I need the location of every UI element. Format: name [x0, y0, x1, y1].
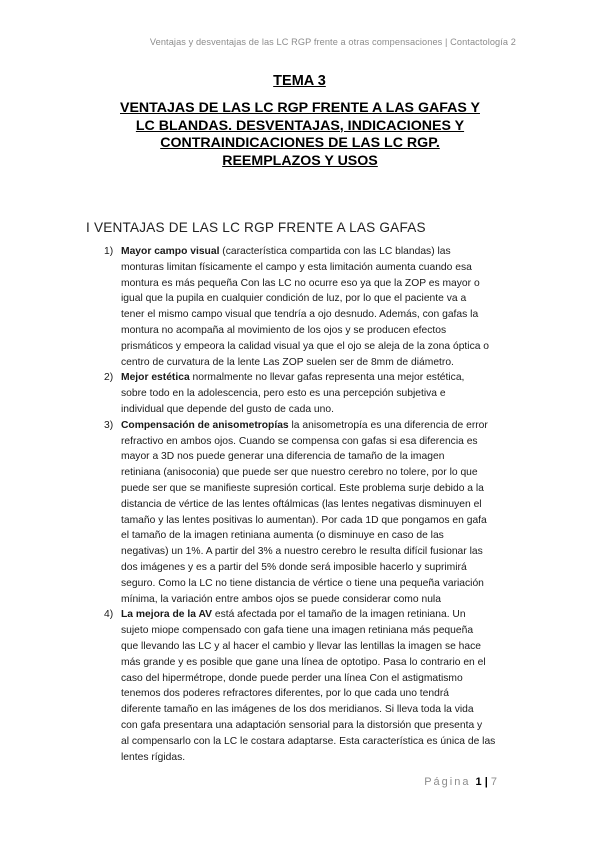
list-item-line: mínima, la variación entre ambos ojos se puede considerar como nula	[121, 593, 441, 605]
list-item-term: La mejora de la AV	[121, 609, 212, 621]
title-line: LC BLANDAS. DESVENTAJAS, INDICACIONES Y	[135, 117, 465, 134]
list-item-line: negativas) un 1%. A partir del 3% a nuestro cerebro le resulta difícil fusionar las	[121, 546, 483, 558]
list-item-line: centro de curvatura de la lente Las ZOP suelen ser de 8mm de diámetro.	[121, 356, 454, 368]
list-item-line: montura es más pequeña Con las LC no ocurre eso ya que la ZOP es mayor o	[121, 277, 480, 289]
list-item-line: con gafa presentara una adaptación sensorial para la distorsión que presenta y	[121, 719, 483, 731]
list-item-text: está afectada por el tamaño de la imagen retiniana. Un	[212, 609, 466, 621]
list-item-line: sobre todo en la adolescencia, pero esto es una percepción subjetiva e	[121, 388, 446, 400]
list-item-line: dos imágenes y es a partir del 5% donde será imposible hacerlo y suprimirá	[121, 561, 467, 573]
list-item-text: (característica compartida con las LC blandas) las	[219, 246, 451, 257]
numbered-list	[104, 244, 520, 765]
list-item-line: retiniana (anisoconia) que puede ser que nuestro cerebro no tolere, por lo que	[121, 467, 478, 479]
list-item-text: normalmente no llevar gafas representa una mejor estética,	[189, 372, 465, 384]
list-item-line: individual que depende del gusto de cada uno.	[121, 403, 334, 415]
list-item-first-line	[121, 607, 520, 623]
list-item-line: que llevando las LC y al hacer el cambio y llevar las lentillas la imagen se hace	[121, 640, 482, 652]
title-line: REEMPLAZOS Y USOS	[222, 152, 378, 169]
footer-page-number: 1	[475, 776, 482, 788]
list-item-term: Mejor estética	[121, 372, 190, 384]
list-item-line: tamaño y las lentes positivas lo aumentan). Por cada 1D que pongamos en gafa	[121, 514, 487, 526]
section-heading: I VENTAJAS DE LAS LC RGP FRENTE A LAS GAFAS	[86, 220, 426, 235]
list-item-number: 4)	[104, 609, 114, 621]
list-item-text: la anisometropía es una diferencia de error	[288, 419, 488, 431]
page-title	[86, 100, 514, 170]
footer-page-label: Página	[424, 776, 471, 788]
title-line: CONTRAINDICACIONES DE LAS LC RGP.	[160, 135, 440, 152]
footer-page-total: 7	[490, 776, 499, 788]
list-item-line: puede ser que se manifieste supresión cortical. Este problema surje debido a la	[121, 482, 484, 494]
footer-separator: |	[481, 776, 491, 788]
list-item	[104, 418, 520, 608]
list-item-line: tenemos dos poderes refractores diferentes, por lo que cada uno tendrá	[121, 688, 449, 700]
running-header: Ventajas y desventajas de las LC RGP frente a otras compensaciones | Contactología 2	[149, 37, 516, 47]
list-item-line: el tamaño de la imagen retiniana aumenta (o disminuye en caso de las	[121, 530, 444, 542]
list-item-first-line	[121, 418, 520, 434]
list-item-line: diferente tamaño en las imágenes de los dos meridianos. Si lleva toda la vida	[121, 704, 474, 716]
list-item-line: refractivo en ambos ojos. Cuando se compensa con gafas si esa diferencia es	[121, 435, 478, 447]
list-item-line: igual que la pupila en cualquier condición de luz, por lo que el paciente va a	[121, 293, 467, 305]
list-item-number: 2)	[104, 372, 114, 384]
list-item-term: Mayor campo visual	[121, 246, 220, 257]
title-line: VENTAJAS DE LAS LC RGP FRENTE A LAS GAFAS Y	[120, 100, 480, 116]
chapter-label: TEMA 3	[273, 73, 326, 89]
list-item-number: 3)	[104, 419, 114, 431]
list-item-line: al compensarlo con la LC le costara adaptarse. Esta característica es única de las	[121, 735, 496, 747]
list-item-line: tener el mismo campo visual que tendría a ojo desnudo. Además, con gafas la	[121, 309, 479, 321]
list-item-line: prismáticos y empeora la calidad visual ya que el ojo se aleja de la zona óptica o	[121, 340, 490, 352]
list-item	[104, 370, 520, 417]
list-item-line: distancia de vértice de las lentes oftálmicas (las lentes negativas disminuyen el	[121, 498, 482, 510]
list-item-number: 1)	[104, 246, 114, 257]
page-footer	[424, 776, 499, 788]
list-item-line: seguro. Como la LC no tiene distancia de vértice o tiene una pequeña variación	[121, 577, 484, 589]
list-item-line: sujeto miope compensado con gafa tiene una imagen retiniana más pequeña	[121, 625, 474, 637]
list-item-line: lentes rígidas.	[121, 751, 186, 763]
list-item-term: Compensación de anisometropías	[121, 419, 289, 431]
list-item-line: caso del hipermétrope, donde puede perder una línea Con el astigmatismo	[121, 672, 463, 684]
list-item	[104, 244, 520, 370]
list-item-line: montura no acompaña al movimiento de los ojos y se producen efectos	[121, 324, 447, 336]
list-item-line: más grande y es posible que gane una línea de optotipo. Pasa lo contrario en el	[121, 656, 486, 668]
list-item-line: mayor a 3D nos puede generar una diferencia de tamaño de la imagen	[121, 451, 445, 463]
list-item	[104, 607, 520, 765]
list-item-first-line	[121, 370, 520, 386]
list-item-first-line	[121, 244, 520, 260]
list-item-line: monturas limitan físicamente el campo y esta limitación aumenta cuando esa	[121, 261, 472, 273]
